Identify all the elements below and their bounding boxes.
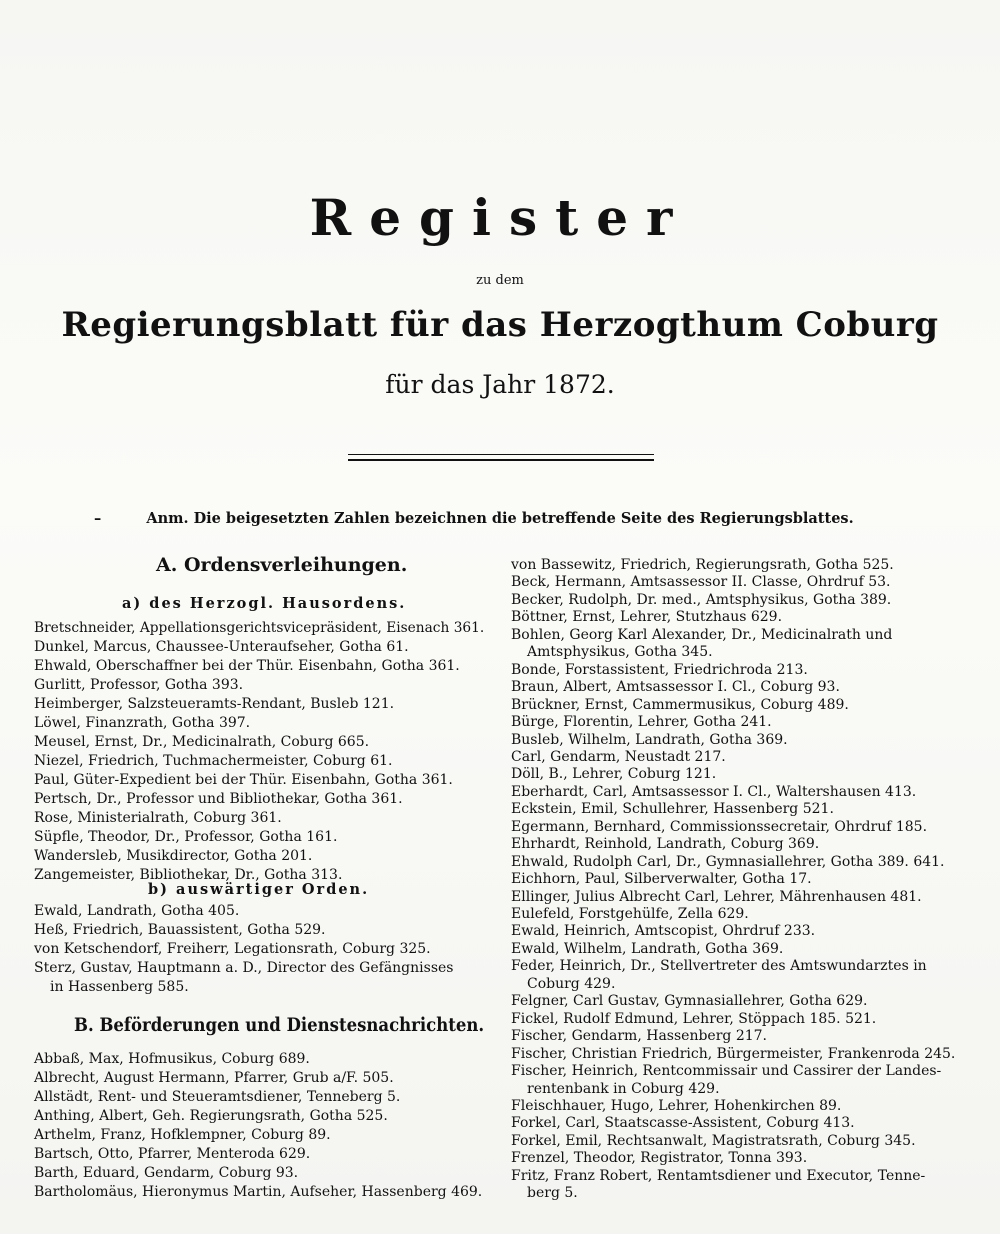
list-item: Fischer, Gendarm, Hassenberg 217. (511, 1028, 767, 1045)
list-item: Fickel, Rudolf Edmund, Lehrer, Stöppach 185. 521. (511, 1010, 877, 1027)
list-item-continuation: in Hassenberg 585. (50, 979, 189, 995)
list-item: Bürge, Florentin, Lehrer, Gotha 241. (511, 714, 772, 731)
list-item: Ehwald, Oberschaffner bei der Thür. Eisenbahn, Gotha 361. (34, 658, 460, 674)
list-item: Heimberger, Salzsteueramts-Rendant, Busleb 121. (34, 696, 395, 712)
list-item: Dunkel, Marcus, Chaussee-Unteraufseher, Gotha 61. (34, 639, 409, 655)
list-item: Fritz, Franz Robert, Rentamtsdiener und Executor, Tenne- (511, 1167, 926, 1184)
list-item: Böttner, Ernst, Lehrer, Stutzhaus 629. (511, 609, 783, 626)
list-item: Eberhardt, Carl, Amtsassessor I. Cl., Waltershausen 413. (511, 783, 917, 800)
list-item: Forkel, Emil, Rechtsanwalt, Magistratsrath, Coburg 345. (511, 1132, 916, 1149)
list-item: Forkel, Carl, Staatscasse-Assistent, Coburg 413. (511, 1115, 855, 1132)
list-item: Busleb, Wilhelm, Landrath, Gotha 369. (511, 731, 788, 748)
list-item: Gurlitt, Professor, Gotha 393. (34, 677, 244, 693)
list-item: Fischer, Christian Friedrich, Bürgermeister, Frankenroda 245. (511, 1045, 956, 1062)
list-item: Ehwald, Rudolph Carl, Dr., Gymnasiallehrer, Gotha 389. 641. (511, 853, 945, 870)
list-item: Eichhorn, Paul, Silberverwalter, Gotha 17. (511, 871, 812, 888)
list-item: Anthing, Albert, Geh. Regierungsrath, Gotha 525. (34, 1108, 388, 1124)
list-item: Ellinger, Julius Albrecht Carl, Lehrer, Mährenhausen 481. (511, 888, 922, 905)
list-item: Rose, Ministerialrath, Coburg 361. (34, 810, 282, 826)
section-b-heading: B. Beförderungen und Dienstesnachrichten. (74, 1014, 485, 1036)
list-item: Beck, Hermann, Amtsassessor II. Classe, Ohrdruf 53. (511, 574, 891, 591)
list-item: von Bassewitz, Friedrich, Regierungsrath, Gotha 525. (511, 557, 894, 573)
list-item: Frenzel, Theodor, Registrator, Tonna 393. (511, 1150, 808, 1167)
note-text: Anm. Die beigesetzten Zahlen bezeichnen die betreffende Seite des Regierungsblattes. (146, 510, 854, 527)
list-item-continuation: berg 5. (527, 1185, 578, 1202)
list-item: Eckstein, Emil, Schullehrer, Hassenberg 521. (511, 801, 834, 818)
list-item: von Ketschendorf, Freiherr, Legationsrath, Coburg 325. (34, 941, 431, 957)
double-rule-top (348, 454, 654, 455)
list-item: Fleischhauer, Hugo, Lehrer, Hohenkirchen 89. (511, 1097, 842, 1114)
subsection-b-heading: b) auswärtiger Orden. (148, 881, 370, 898)
list-item-continuation: Coburg 429. (527, 975, 616, 992)
list-item: Bohlen, Georg Karl Alexander, Dr., Medicinalrath und (511, 626, 893, 643)
list-item: Döll, B., Lehrer, Coburg 121. (511, 766, 717, 783)
list-item: Bretschneider, Appellationsgerichtsvicepräsident, Eisenach 361. (34, 620, 485, 636)
annotation-note (0, 510, 1000, 527)
list-item: Pertsch, Dr., Professor und Bibliothekar, Gotha 361. (34, 791, 403, 807)
list-item: Brückner, Ernst, Cammermusikus, Coburg 489. (511, 696, 849, 713)
zu-dem-line: zu dem (476, 273, 524, 288)
register-title: Register (309, 188, 691, 247)
list-item-continuation: rentenbank in Coburg 429. (527, 1080, 720, 1097)
list-item: Felgner, Carl Gustav, Gymnasiallehrer, Gotha 629. (511, 993, 868, 1010)
list-item: Fischer, Heinrich, Rentcommissair und Cassirer der Landes- (511, 1063, 942, 1080)
year-line: für das Jahr 1872. (385, 370, 615, 399)
note-dash: – (94, 510, 102, 527)
list-item: Löwel, Finanzrath, Gotha 397. (34, 715, 251, 731)
list-item: Ewald, Landrath, Gotha 405. (34, 903, 240, 919)
list-item: Arthelm, Franz, Hofklempner, Coburg 89. (34, 1127, 331, 1143)
list-item: Ewald, Heinrich, Amtscopist, Ohrdruf 233. (511, 923, 816, 940)
subsection-a-heading: a) des Herzogl. Hausordens. (122, 595, 407, 612)
list-item: Meusel, Ernst, Dr., Medicinalrath, Coburg 665. (34, 734, 370, 750)
list-item: Ewald, Wilhelm, Landrath, Gotha 369. (511, 940, 784, 957)
list-item: Albrecht, August Hermann, Pfarrer, Grub a/F. 505. (34, 1070, 394, 1086)
list-item: Eulefeld, Forstgehülfe, Zella 629. (511, 906, 749, 922)
section-a-heading: A. Ordensverleihungen. (156, 554, 408, 576)
list-item: Süpfle, Theodor, Dr., Professor, Gotha 161. (34, 829, 338, 845)
list-item: Niezel, Friedrich, Tuchmachermeister, Coburg 61. (34, 753, 393, 769)
list-item: Sterz, Gustav, Hauptmann a. D., Director des Gefängnisses (34, 960, 454, 976)
list-item: Barth, Eduard, Gendarm, Coburg 93. (34, 1165, 299, 1181)
list-item: Wandersleb, Musikdirector, Gotha 201. (34, 848, 313, 864)
list-item: Braun, Albert, Amtsassessor I. Cl., Coburg 93. (511, 679, 840, 696)
double-rule-bottom (348, 459, 654, 461)
document-subtitle: Regierungsblatt für das Herzogthum Coburg (61, 305, 939, 345)
list-item: Bartholomäus, Hieronymus Martin, Aufseher, Hassenberg 469. (34, 1184, 483, 1200)
list-item: Egermann, Bernhard, Commissionssecretair, Ohrdruf 185. (511, 818, 928, 835)
list-item-continuation: Amtsphysikus, Gotha 345. (527, 644, 713, 661)
list-item: Bonde, Forstassistent, Friedrichroda 213. (511, 661, 808, 678)
list-item: Becker, Rudolph, Dr. med., Amtsphysikus, Gotha 389. (511, 591, 892, 608)
list-item: Feder, Heinrich, Dr., Stellvertreter des Amtswundarztes in (511, 958, 927, 975)
list-item: Heß, Friedrich, Bauassistent, Gotha 529. (34, 922, 326, 938)
list-item: Allstädt, Rent- und Steueramtsdiener, Tenneberg 5. (34, 1089, 401, 1105)
list-item: Zangemeister, Bibliothekar, Dr., Gotha 313. (34, 867, 343, 883)
list-item: Ehrhardt, Reinhold, Landrath, Coburg 369. (511, 836, 820, 853)
list-item: Carl, Gendarm, Neustadt 217. (511, 748, 726, 765)
list-item: Abbaß, Max, Hofmusikus, Coburg 689. (34, 1051, 310, 1067)
list-item: Paul, Güter-Expedient bei der Thür. Eisenbahn, Gotha 361. (34, 772, 453, 788)
list-item: Bartsch, Otto, Pfarrer, Menteroda 629. (34, 1146, 311, 1162)
